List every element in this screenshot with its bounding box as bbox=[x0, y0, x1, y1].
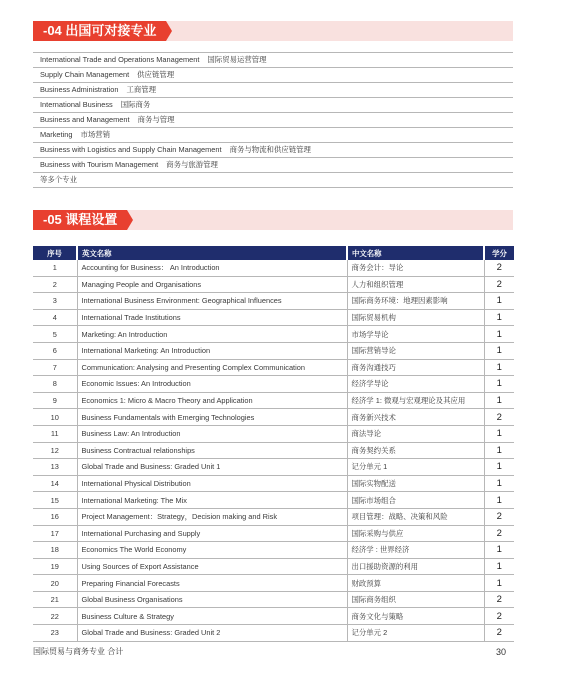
course-number: 6 bbox=[33, 342, 77, 359]
course-row bbox=[33, 392, 514, 409]
course-credit: 1 bbox=[484, 459, 514, 476]
course-row bbox=[33, 558, 514, 575]
course-credit: 2 bbox=[484, 276, 514, 293]
course-credit: 1 bbox=[484, 558, 514, 575]
course-row bbox=[33, 475, 514, 492]
course-chinese-name: 项目管理：战略、决策和风险 bbox=[347, 508, 484, 525]
major-row bbox=[33, 128, 513, 143]
course-number: 5 bbox=[33, 326, 77, 343]
course-row bbox=[33, 326, 514, 343]
course-row bbox=[33, 276, 514, 293]
course-chinese-name: 人力和组织管理 bbox=[347, 276, 484, 293]
major-english-name: 等多个专业 bbox=[40, 175, 77, 184]
course-number: 14 bbox=[33, 475, 77, 492]
course-table-header-row bbox=[33, 246, 514, 260]
course-english-name: Global Trade and Business: Graded Unit 1 bbox=[77, 459, 347, 476]
major-row bbox=[33, 98, 513, 113]
course-row bbox=[33, 260, 514, 276]
course-chinese-name: 记分单元 1 bbox=[347, 459, 484, 476]
course-row bbox=[33, 293, 514, 310]
course-credit: 1 bbox=[484, 492, 514, 509]
course-row bbox=[33, 376, 514, 393]
course-chinese-name: 国际采购与供应 bbox=[347, 525, 484, 542]
course-credit: 2 bbox=[484, 260, 514, 276]
course-english-name: International Physical Distribution bbox=[77, 475, 347, 492]
major-list bbox=[33, 52, 513, 188]
course-chinese-name: 记分单元 2 bbox=[347, 625, 484, 642]
course-credit: 1 bbox=[484, 293, 514, 310]
course-credit: 1 bbox=[484, 442, 514, 459]
header-credit: 学分 bbox=[484, 246, 514, 260]
major-row bbox=[33, 83, 513, 98]
course-chinese-name: 经济学 : 世界经济 bbox=[347, 542, 484, 559]
major-english-name: Business with Logistics and Supply Chain Management bbox=[40, 145, 222, 154]
course-row bbox=[33, 309, 514, 326]
course-english-name: Business Fundamentals with Emerging Technologies bbox=[77, 409, 347, 426]
course-english-name: Marketing: An Introduction bbox=[77, 326, 347, 343]
major-chinese-name: 商务与管理 bbox=[137, 115, 175, 124]
course-chinese-name: 国际营销导论 bbox=[347, 342, 484, 359]
course-credit: 1 bbox=[484, 342, 514, 359]
course-row bbox=[33, 508, 514, 525]
course-row bbox=[33, 542, 514, 559]
course-number: 11 bbox=[33, 425, 77, 442]
course-chinese-name: 商务新兴技术 bbox=[347, 409, 484, 426]
course-chinese-name: 商务文化与策略 bbox=[347, 608, 484, 625]
course-row bbox=[33, 459, 514, 476]
course-credit: 2 bbox=[484, 591, 514, 608]
course-number: 3 bbox=[33, 293, 77, 310]
course-number: 10 bbox=[33, 409, 77, 426]
course-credit: 1 bbox=[484, 425, 514, 442]
course-english-name: Global Business Organisations bbox=[77, 591, 347, 608]
section-05-header bbox=[33, 210, 513, 230]
course-english-name: Economics The World Economy bbox=[77, 542, 347, 559]
course-credit: 1 bbox=[484, 392, 514, 409]
course-credit: 1 bbox=[484, 326, 514, 343]
course-chinese-name: 商务沟通技巧 bbox=[347, 359, 484, 376]
footer-total-value: 30 bbox=[495, 647, 506, 657]
course-number: 9 bbox=[33, 392, 77, 409]
major-row bbox=[33, 173, 513, 188]
header-chinese-name: 中文名称 bbox=[347, 246, 484, 260]
course-english-name: Business Law: An Introduction bbox=[77, 425, 347, 442]
course-chinese-name: 出口援助资源的利用 bbox=[347, 558, 484, 575]
course-credit: 1 bbox=[484, 359, 514, 376]
course-number: 2 bbox=[33, 276, 77, 293]
course-credit: 1 bbox=[484, 575, 514, 592]
course-number: 1 bbox=[33, 260, 77, 276]
course-chinese-name: 国际市场组合 bbox=[347, 492, 484, 509]
table-footer bbox=[33, 645, 514, 659]
course-english-name: International Trade Institutions bbox=[77, 309, 347, 326]
course-number: 19 bbox=[33, 558, 77, 575]
course-english-name: International Marketing: The Mix bbox=[77, 492, 347, 509]
course-chinese-name: 商法导论 bbox=[347, 425, 484, 442]
section-04-header bbox=[33, 21, 513, 41]
course-chinese-name: 经济学 1: 微观与宏观理论及其应用 bbox=[347, 392, 484, 409]
course-english-name: Preparing Financial Forecasts bbox=[77, 575, 347, 592]
course-english-name: International Purchasing and Supply bbox=[77, 525, 347, 542]
major-row bbox=[33, 143, 513, 158]
course-english-name: Economics 1: Micro & Macro Theory and Application bbox=[77, 392, 347, 409]
major-english-name: Business Administration bbox=[40, 85, 119, 94]
course-number: 17 bbox=[33, 525, 77, 542]
course-row bbox=[33, 625, 514, 642]
course-number: 7 bbox=[33, 359, 77, 376]
course-chinese-name: 商务契约关系 bbox=[347, 442, 484, 459]
section-05-title: -05 课程设置 bbox=[33, 210, 127, 230]
course-row bbox=[33, 342, 514, 359]
major-row bbox=[33, 113, 513, 128]
course-number: 22 bbox=[33, 608, 77, 625]
course-number: 20 bbox=[33, 575, 77, 592]
course-chinese-name: 国际贸易机构 bbox=[347, 309, 484, 326]
course-credit: 2 bbox=[484, 608, 514, 625]
course-number: 23 bbox=[33, 625, 77, 642]
course-number: 16 bbox=[33, 508, 77, 525]
major-row bbox=[33, 52, 513, 68]
major-english-name: Business with Tourism Management bbox=[40, 160, 159, 169]
course-english-name: Communication: Analysing and Presenting Complex Communication bbox=[77, 359, 347, 376]
major-chinese-name: 国际商务 bbox=[120, 100, 151, 109]
course-credit: 1 bbox=[484, 475, 514, 492]
major-english-name: Supply Chain Management bbox=[40, 70, 130, 79]
course-row bbox=[33, 409, 514, 426]
course-row bbox=[33, 608, 514, 625]
course-english-name: Accounting for Business： An Introduction bbox=[77, 260, 347, 276]
course-row bbox=[33, 575, 514, 592]
course-credit: 2 bbox=[484, 409, 514, 426]
major-row bbox=[33, 68, 513, 83]
major-chinese-name: 国际贸易运营管理 bbox=[207, 55, 267, 64]
course-row bbox=[33, 425, 514, 442]
major-english-name: International Trade and Operations Management bbox=[40, 55, 200, 64]
footer-total-label: 国际贸易与商务专业 合计 bbox=[33, 647, 124, 656]
course-credit: 1 bbox=[484, 542, 514, 559]
major-english-name: Marketing bbox=[40, 130, 73, 139]
course-chinese-name: 国际商务环境：地理因素影响 bbox=[347, 293, 484, 310]
course-credit: 2 bbox=[484, 525, 514, 542]
course-english-name: International Marketing: An Introduction bbox=[77, 342, 347, 359]
course-english-name: Global Trade and Business: Graded Unit 2 bbox=[77, 625, 347, 642]
course-chinese-name: 财政预算 bbox=[347, 575, 484, 592]
major-chinese-name: 商务与物流和供应链管理 bbox=[229, 145, 311, 154]
course-credit: 2 bbox=[484, 508, 514, 525]
course-number: 13 bbox=[33, 459, 77, 476]
header-no: 序号 bbox=[33, 246, 77, 260]
course-table bbox=[33, 246, 514, 642]
course-chinese-name: 国际商务组织 bbox=[347, 591, 484, 608]
course-chinese-name: 经济学导论 bbox=[347, 376, 484, 393]
major-chinese-name: 商务与旅游管理 bbox=[166, 160, 218, 169]
major-chinese-name: 市场营销 bbox=[80, 130, 111, 139]
course-row bbox=[33, 492, 514, 509]
course-credit: 1 bbox=[484, 376, 514, 393]
course-english-name: Using Sources of Export Assistance bbox=[77, 558, 347, 575]
course-chinese-name: 国际实物配送 bbox=[347, 475, 484, 492]
major-chinese-name: 供应链管理 bbox=[137, 70, 175, 79]
course-number: 15 bbox=[33, 492, 77, 509]
major-english-name: Business and Management bbox=[40, 115, 130, 124]
course-credit: 1 bbox=[484, 309, 514, 326]
course-row bbox=[33, 442, 514, 459]
course-row bbox=[33, 359, 514, 376]
section-04-title: -04 出国可对接专业 bbox=[33, 21, 166, 41]
major-english-name: International Business bbox=[40, 100, 113, 109]
course-english-name: Project Management：Strategy，Decision making and Risk bbox=[77, 508, 347, 525]
course-chinese-name: 市场学导论 bbox=[347, 326, 484, 343]
course-credit: 2 bbox=[484, 625, 514, 642]
course-number: 21 bbox=[33, 591, 77, 608]
major-chinese-name: 工商管理 bbox=[126, 85, 157, 94]
course-row bbox=[33, 591, 514, 608]
course-number: 12 bbox=[33, 442, 77, 459]
course-english-name: Business Culture & Strategy bbox=[77, 608, 347, 625]
header-english-name: 英文名称 bbox=[77, 246, 347, 260]
course-row bbox=[33, 525, 514, 542]
course-english-name: Managing People and Organisations bbox=[77, 276, 347, 293]
course-chinese-name: 商务会计：导论 bbox=[347, 260, 484, 276]
course-english-name: International Business Environment: Geographical Influences bbox=[77, 293, 347, 310]
course-number: 18 bbox=[33, 542, 77, 559]
course-english-name: Business Contractual relationships bbox=[77, 442, 347, 459]
major-row bbox=[33, 158, 513, 173]
course-english-name: Economic Issues: An Introduction bbox=[77, 376, 347, 393]
course-number: 8 bbox=[33, 376, 77, 393]
course-number: 4 bbox=[33, 309, 77, 326]
